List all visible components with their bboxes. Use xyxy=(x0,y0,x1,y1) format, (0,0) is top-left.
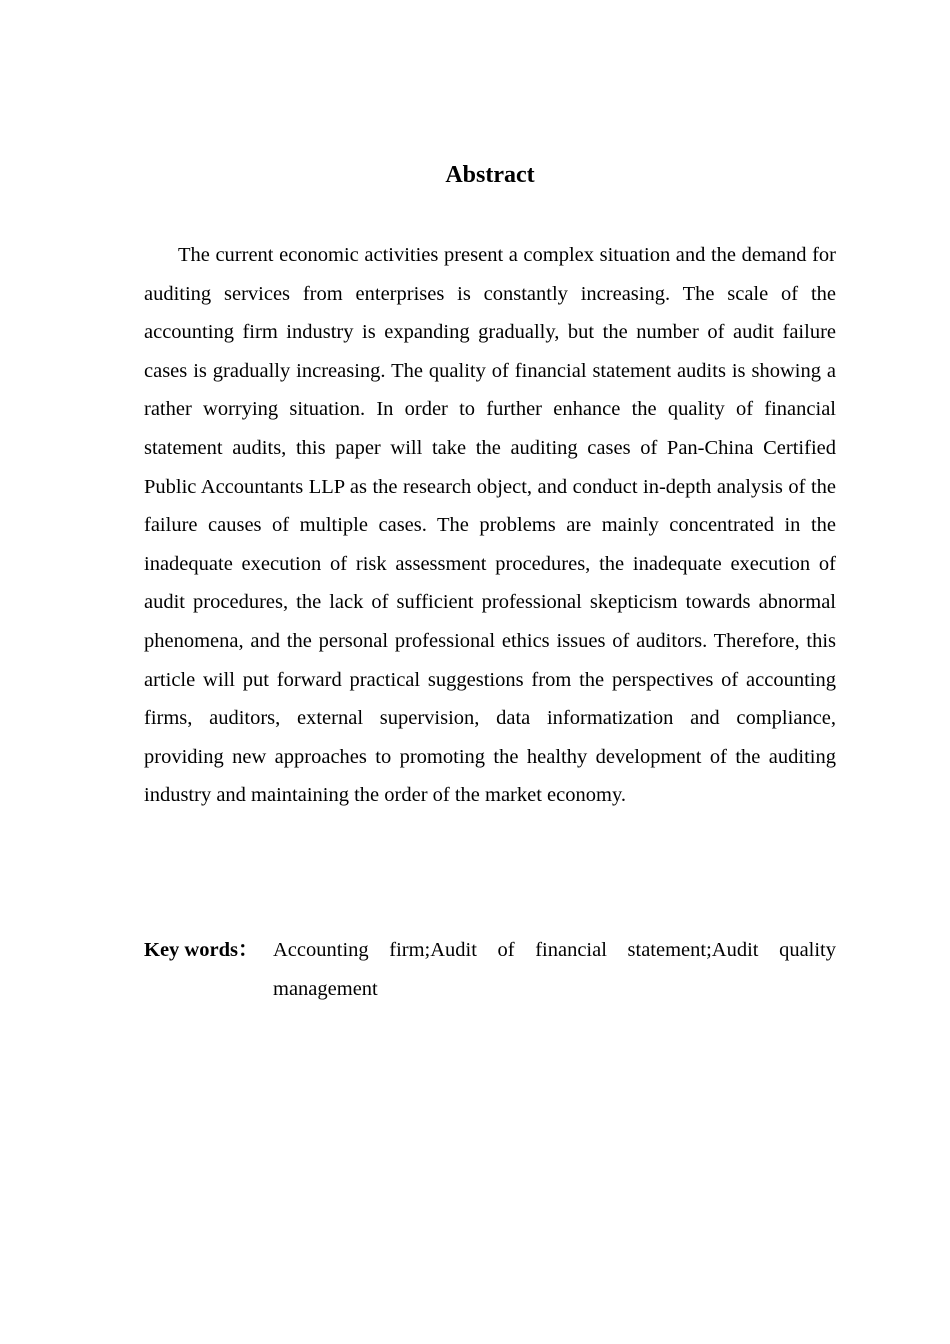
keywords-label: Key words： xyxy=(144,939,259,961)
abstract-paragraph: The current economic activities present a complex situation and the demand for auditing services from enterprises is constantly increasing. The scale of the accounting firm industry is expanding gradually, but the number of audit failure cases is gradually increasing. The quality of financial statement audits is showing a rather worrying situation. In order to further enhance the quality of financial statement audits, this paper will take the auditing cases of Pan-China Certified Public Accountants LLP as the research object, and conduct in-depth analysis of the failure causes of multiple cases. The problems are mainly concentrated in the inadequate execution of risk assessment procedures, the inadequate execution of audit procedures, the lack of sufficient professional skepticism towards abnormal phenomena, and the personal professional ethics issues of auditors. Therefore, this article will put forward practical suggestions from the perspectives of accounting firms, auditors, external supervision, data informatization and compliance, providing new approaches to promoting the healthy development of the auditing industry and maintaining the order of the market economy. xyxy=(144,244,836,807)
keywords-section xyxy=(144,931,836,1008)
abstract-title: Abstract xyxy=(445,162,535,188)
keywords-text: Accounting firm;Audit of financial statement;Audit quality management xyxy=(273,939,836,1000)
